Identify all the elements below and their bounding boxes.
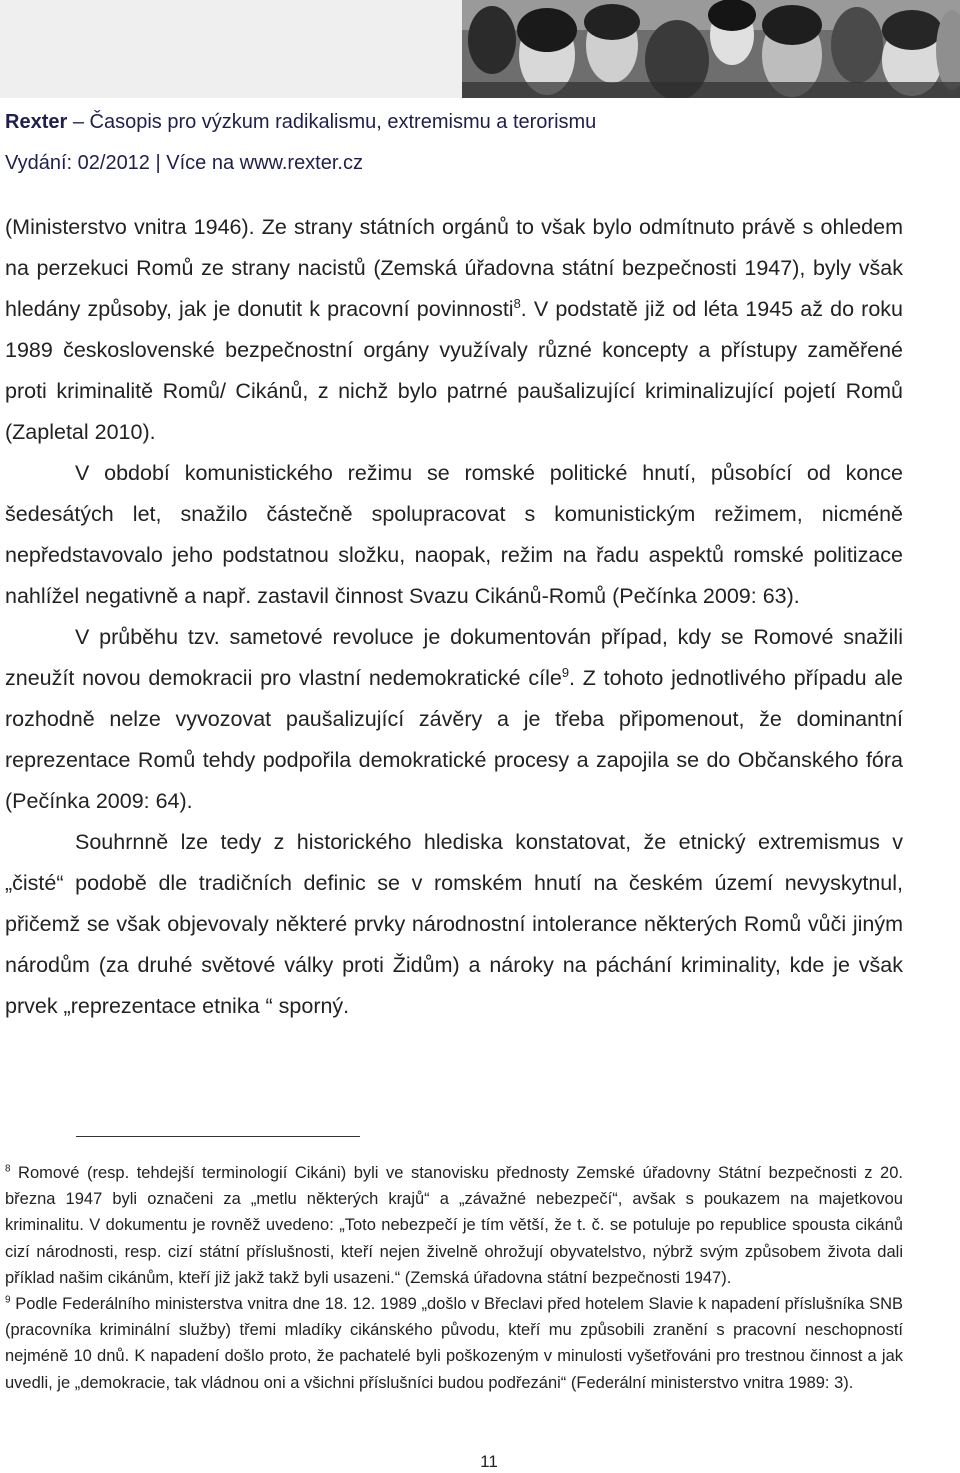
footnote-ref-8[interactable]: 8 (513, 295, 521, 311)
page-number: 11 (480, 1452, 498, 1471)
header-banner (0, 0, 960, 98)
crowd-photo-icon (462, 0, 960, 98)
footnote-number: 8 (5, 1163, 11, 1175)
article-body (5, 207, 903, 1027)
paragraph-3: V průběhu tzv. sametové revoluce je dokumentován případ, kdy se Romové snažili zneužít novou demokracii pro vlastní nedemokratické cíle$^9$. Z tohoto jednotlivého případu ale rozhodně nelze vyvozovat paušalizující závěry a je třeba připomenout, že dominantní reprezentace Romů tehdy podpořila demokratické procesy a zapojila se do Občanského fóra (Pečínka 2009: 64). (5, 625, 903, 813)
footnotes (5, 1160, 903, 1396)
paragraph-1: (Ministerstvo vnitra 1946). Ze strany státních orgánů to však bylo odmítnuto právě s ohledem na perzekuci Romů ze strany nacistů (Zemská úřadovna státní bezpečnosti 1947), byly však hledány způsoby, jak je donutit k pracovní povinnosti$^8$. V podstatě již od léta 1945 až do roku 1989 československé bezpečnostní orgány využívaly různé koncepty a přístupy zaměřené proti kriminalitě Romů/ Cikánů, z nichž bylo patrné paušalizující kriminalizující pojetí Romů (Zapletal 2010). (5, 215, 903, 444)
paragraph-2: V období komunistického režimu se romské politické hnutí, působící od konce šedesátých let, snažilo částečně spolupracovat s komunistickým režimem, nicméně nepředstavovalo jeho podstatnou složku, naopak, režim na řadu aspektů romské politizace nahlížel negativně a např. zastavil činnost Svazu Cikánů-Romů (Pečínka 2009: 63). (5, 461, 903, 608)
issue-line: Vydání: 02/2012 | Více na www.rexter.cz (5, 152, 363, 174)
footnote-number: 9 (5, 1294, 11, 1306)
footnote-divider (76, 1136, 360, 1137)
paragraph-4: Souhrnně lze tedy z historického hlediska konstatovat, že etnický extremismus v „čisté“ podobě dle tradičních definic se v romském hnutí na českém území nevyskytnul, přičemž se však objevovaly některé prvky národnostní intolerance některých Romů vůči jiným národům (za druhé světové války proti Židům) a nároky na páchání kriminality, kde je však prvek „reprezentace etnika “ sporný. (5, 830, 903, 1018)
journal-name: Rexter (5, 111, 68, 133)
footnote-9: $^9$ Podle Federálního ministerstva vnitra dne 18. 12. 1989 „došlo v Břeclavi před hotelem Slavie k napadení příslušníka SNB (pracovníka kriminální služby) třemi mladíky cikánského původu, kteří mu způsobili zranění s pracovní neschopností nejméně 10 dnů. K napadení došlo proto, že pachatelé byli poškozeným v minulosti vyšetřováni pro trestnou činnost a jak uvedli, je „demokracie, tak vládnou oni a všichni příslušníci budou podřezáni“ (Federální ministerstvo vnitra 1989: 3). (5, 1294, 903, 1392)
footnote-ref-9[interactable]: 9 (561, 664, 569, 680)
journal-subtitle: – Časopis pro výzkum radikalismu, extremismu a terorismu (67, 111, 597, 133)
footnote-8: $^8$ Romové (resp. tehdejší terminologií Cikáni) byli ve stanovisku přednosty Zemské úřadovny Státní bezpečnosti z 20. března 1947 byli označeni za „metlu některých krajů“ a „závažné nebezpečí“, avšak s poukazem na majetkovou kriminalitu. V dokumentu je rovněž uvedeno: „Toto nebezpečí je tím větší, že t. č. se potuluje po republice spousta cikánů cizí národnosti, resp. cizí státní příslušnosti, kteří nejen živelně ohrožují obyvatelstvo, nýbrž svým způsobem života dali příklad našim cikánům, kteří již jakž takž byli usazeni.“ (Zemská úřadovna státní bezpečnosti 1947). (5, 1163, 903, 1287)
journal-title (5, 111, 596, 134)
